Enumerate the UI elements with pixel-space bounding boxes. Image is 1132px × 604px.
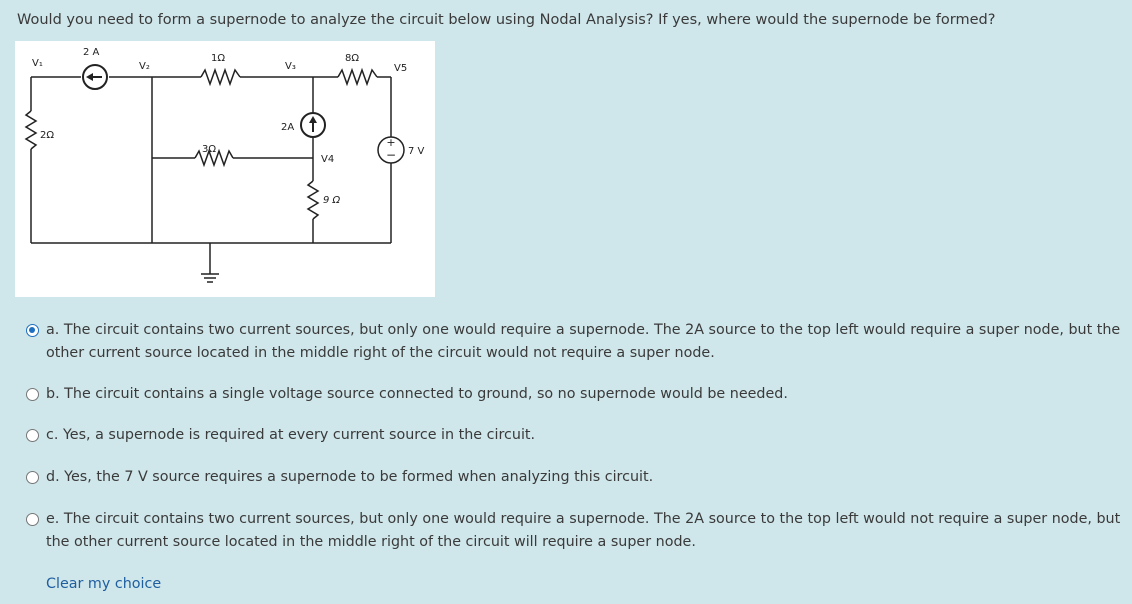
circuit-svg <box>15 41 435 297</box>
radio-option-e[interactable] <box>26 513 39 526</box>
current-source-top <box>83 65 107 89</box>
label-r-left: 2Ω <box>40 130 55 141</box>
svg-text:+: + <box>386 136 396 149</box>
option-c-text: c. Yes, a supernode is required at every current source in the circuit. <box>46 427 536 443</box>
option-b-text: b. The circuit contains a single voltage source connected to ground, so no supernode would be needed. <box>46 386 788 402</box>
radio-option-a[interactable] <box>26 324 39 337</box>
label-r-mid: 3Ω <box>202 144 217 155</box>
svg-text:−: − <box>385 148 397 162</box>
radio-option-b[interactable] <box>26 388 39 401</box>
voltage-source <box>378 136 404 163</box>
option-d-text: d. Yes, the 7 V source requires a supernode to be formed when analyzing this circuit. <box>46 469 654 485</box>
label-r-top2: 8Ω <box>345 53 360 64</box>
option-e[interactable] <box>26 508 1131 554</box>
radio-option-d[interactable] <box>26 471 39 484</box>
label-r-right: 9 Ω <box>323 195 341 206</box>
current-source-middle <box>301 113 325 137</box>
label-r-top1: 1Ω <box>211 53 226 64</box>
radio-option-c[interactable] <box>26 429 39 442</box>
label-v5: V5 <box>394 63 408 74</box>
label-v4: V4 <box>321 154 335 165</box>
circuit-diagram <box>15 41 435 297</box>
label-i-top: 2 A <box>83 47 100 58</box>
label-v2: V₂ <box>139 61 150 72</box>
label-i-mid: 2A <box>281 122 295 133</box>
label-v-src: 7 V <box>408 146 425 157</box>
option-c[interactable] <box>26 424 1131 447</box>
option-a-text: a. The circuit contains two current sources, but only one would require a supernode. The 2A source to the top left would require a super node, but the other current source located in the middle right of the circuit would not require a super node. <box>46 322 1121 361</box>
option-d[interactable] <box>26 466 1131 489</box>
label-v3: V₃ <box>285 61 296 72</box>
option-e-text: e. The circuit contains two current sources, but only one would require a supernode. The 2A source to the top left would not require a super node, but the other current source located in the middle right of the circuit will require a super node. <box>46 511 1121 550</box>
clear-choice-link[interactable]: Clear my choice <box>46 576 162 592</box>
question-text: Would you need to form a supernode to analyze the circuit below using Nodal Analysis? If yes, where would the supernode be formed? <box>17 12 996 28</box>
option-a[interactable] <box>26 319 1131 365</box>
option-b[interactable] <box>26 383 1131 406</box>
label-v1: V₁ <box>32 58 43 69</box>
